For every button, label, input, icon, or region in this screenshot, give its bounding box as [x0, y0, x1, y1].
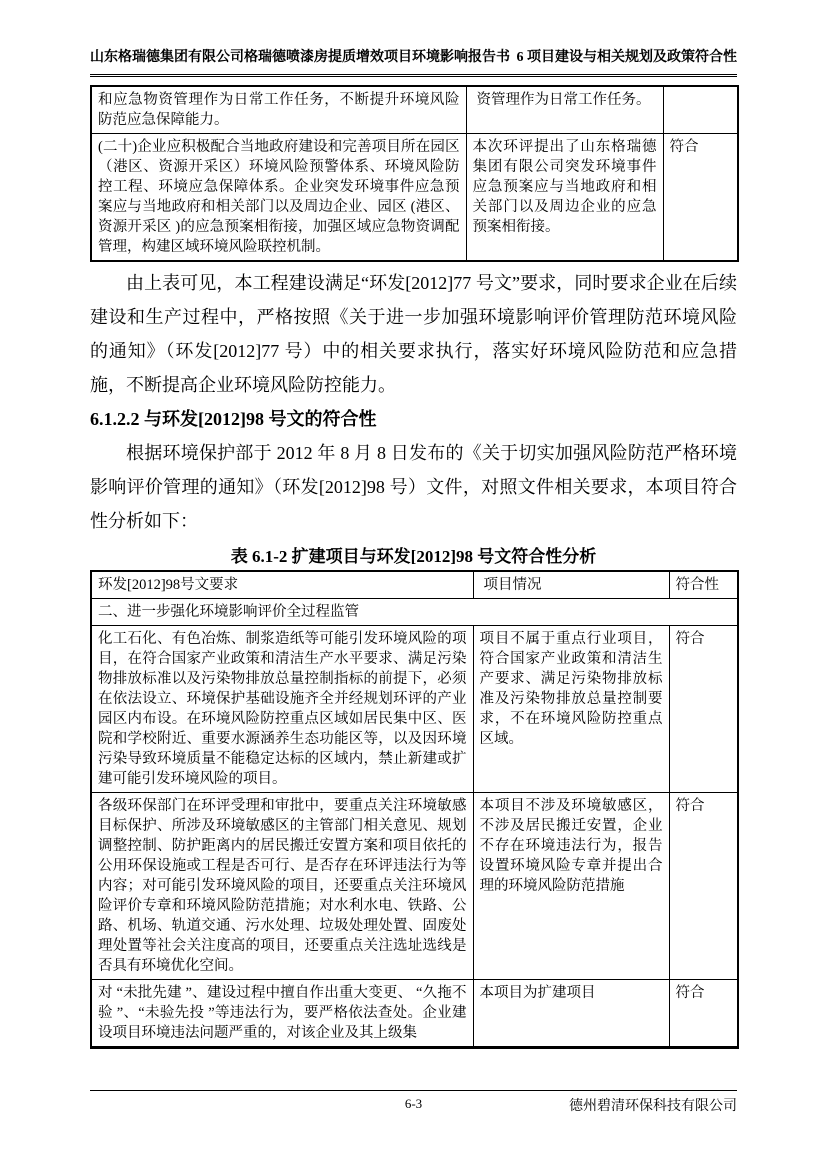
section-heading: 6.1.2.2 与环发[2012]98 号文的符合性 — [90, 409, 377, 429]
table-row — [91, 134, 738, 262]
project-status-cell: 资管理作为日常工作任务。 — [466, 86, 663, 134]
project-status-cell: 本次环评提出了山东格瑞德集团有限公司突发环境事件应急预案应与当地政府和相关部门以及周边企业的应急预案相衔接。 — [466, 134, 663, 262]
requirement-cell: (二十)企业应积极配合当地政府建设和完善项目所在园区（港区、资源开采区）环境风险预警体系、环境风险防控工程、环境应急保障体系。企业突发环境事件应急预案应与当地政府和相关部门以及周边企业、园区 (港区、资源开采区 )的应急预案相衔接，加强区域应急物资调配管理，构建区域环境风险联控机制。 — [91, 134, 466, 262]
requirement-header-cell: 环发[2012]98号文要求 — [91, 571, 473, 599]
compliance-cell: 符合 — [669, 626, 738, 793]
project-status-cell: 项目不属于重点行业项目，符合国家产业政策和清洁生产要求、满足污染物排放标准及污染物排放总量控制要求，不在环境风险防控重点区域。 — [473, 626, 669, 793]
header-report-title: 山东格瑞德集团有限公司格瑞德喷漆房提质增效项目环境影响报告书 — [90, 50, 510, 65]
requirement-cell: 和应急物资管理作为日常工作任务，不断提升环境风险防范应急保障能力。 — [91, 86, 466, 134]
compliance-cell: 符合 — [669, 793, 738, 980]
footer-company-name: 德州碧清环保科技有限公司 — [569, 1099, 737, 1114]
project-status-cell: 本项目不涉及环境敏感区，不涉及居民搬迁安置，企业不存在环境违法行为，报告设置环境风险专章并提出合理的环境风险防范措施 — [473, 793, 669, 980]
header-chapter-title: 6 项目建设与相关规划及政策符合性 — [516, 50, 737, 65]
compliance-table-6-1-2 — [90, 570, 739, 1049]
table-section-row — [91, 599, 738, 626]
project-status-cell: 本项目为扩建项目 — [473, 980, 669, 1048]
section-span-cell: 二、进一步强化环境影响评价全过程监管 — [91, 599, 738, 626]
table-row — [91, 793, 738, 980]
compliance-cell: 符合 — [663, 134, 738, 262]
body-paragraph: 由上表可见，本工程建设满足“环发[2012]77 号文”要求，同时要求企业在后续建设和生产过程中，严格按照《关于进一步加强环境影响评价管理防范环境风险的通知》（环发[2012]77 号）中的相关要求执行，落实好环境风险防范和应急措施，不断提高企业环境风险防控能力。 — [90, 273, 737, 395]
table-row — [91, 626, 738, 793]
page-header — [90, 0, 737, 77]
table-caption: 表 6.1-2 扩建项目与环发[2012]98 号文符合性分析 — [230, 547, 597, 566]
compliance-header-cell: 符合性 — [669, 571, 738, 599]
page-footer — [90, 1090, 737, 1120]
requirement-cell: 各级环保部门在环评受理和审批中，要重点关注环境敏感目标保护、所涉及环境敏感区的主管部门相关意见、规划调整控制、防护距离内的居民搬迁安置方案和项目依托的公用环保设施或工程是否可行、是否存在环评违法行为等内容；对可能引发环境风险的项目，还要重点关注环境风险评价专章和环境风险防范措施；对水利水电、铁路、公路、机场、轨道交通、污水处理、垃圾处理处置、固废处理处置等社会关注度高的项目，还要重点关注选址选线是否具有环境优化空间。 — [91, 793, 473, 980]
compliance-cell: 符合 — [669, 980, 738, 1048]
table-header-row — [91, 571, 738, 599]
compliance-table-continued — [90, 85, 739, 262]
page-number: 6-3 — [404, 1096, 423, 1111]
compliance-cell — [663, 86, 738, 134]
body-paragraph: 根据环境保护部于 2012 年 8 月 8 日发布的《关于切实加强风险防范严格环境影响评价管理的通知》（环发[2012]98 号）文件，对照文件相关要求，本项目符合性分析如下： — [90, 443, 737, 531]
requirement-cell: 化工石化、有色冶炼、制浆造纸等可能引发环境风险的项目，在符合国家产业政策和清洁生产水平要求、满足污染物排放标准以及污染物排放总量控制指标的前提下，必须在依法设立、环境保护基础设施齐全并经规划环评的产业园区内布设。在环境风险防控重点区域如居民集中区、医院和学校附近、重要水源涵养生态功能区等，以及因环境污染导致环境质量不能稳定达标的区域内，禁止新建或扩建可能引发环境风险的项目。 — [91, 626, 473, 793]
requirement-cell: 对 “未批先建 ”、建设过程中擅自作出重大变更、 “久拖不验 ”、“未验先投 ”等违法行为，要严格依法查处。企业建设项目环境违法问题严重的，对该企业及其上级集 — [91, 980, 473, 1048]
project-header-cell: 项目情况 — [473, 571, 669, 599]
table-row — [91, 980, 738, 1048]
table-row — [91, 86, 738, 134]
